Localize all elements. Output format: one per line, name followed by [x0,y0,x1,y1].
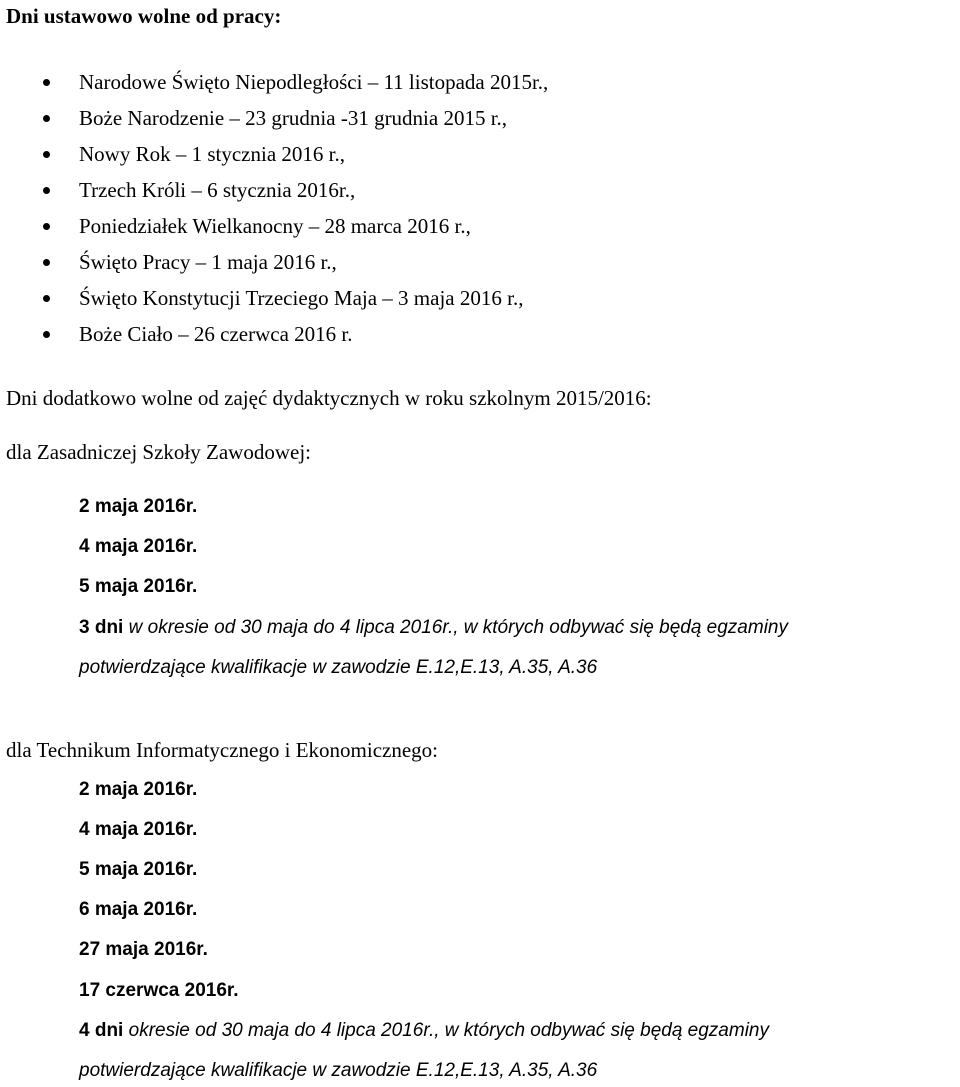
holiday-label: Nowy Rok – 1 stycznia 2016 r., [79,142,345,166]
holiday-label: Boże Ciało – 26 czerwca 2016 r. [79,322,353,346]
list-item: 4 maja 2016r. [79,536,198,557]
bullet-icon [43,79,50,86]
tech-exam-day-count: 4 dni [79,1020,124,1041]
bullet-icon [43,151,50,158]
list-item: 27 maja 2016r. [79,939,208,960]
zsz-exam-day-count: 3 dni [79,617,124,638]
holiday-label: Święto Konstytucji Trzeciego Maja – 3 maja 2016 r., [79,286,524,310]
zsz-exam-period: w okresie od 30 maja do 4 lipca 2016r. [123,617,454,638]
bullet-icon [43,259,50,266]
zsz-exam-note-line1 [79,616,788,640]
holiday-label: Poniedziałek Wielkanocny – 28 marca 2016 r., [79,214,471,238]
bullet-icon [43,331,50,338]
list-item: 5 maja 2016r. [79,859,198,880]
holiday-label: Święto Pracy – 1 maja 2016 r., [79,250,337,274]
tech-exam-note-line2: potwierdzające kwalifikacje w zawodzie E.12,E.13, A.35, A.36 [79,1060,598,1081]
section-heading-additional-days-off: Dni dodatkowo wolne od zajęć dydaktycznych w roku szkolnym 2015/2016: [6,386,652,410]
zsz-exam-description: , w których odbywać się będą egzaminy [453,617,788,638]
bullet-icon [43,295,50,302]
list-item: 5 maja 2016r. [79,576,198,597]
tech-exam-note-line1 [79,1019,769,1043]
zsz-subheading: dla Zasadniczej Szkoły Zawodowej: [6,440,311,464]
list-item: 2 maja 2016r. [79,779,198,800]
tech-subheading: dla Technikum Informatycznego i Ekonomicznego: [6,738,439,762]
list-item: 6 maja 2016r. [79,899,198,920]
holiday-label: Boże Narodzenie – 23 grudnia -31 grudnia 2015 r., [79,106,508,130]
bullet-icon [43,187,50,194]
list-item: 17 czerwca 2016r. [79,980,239,1001]
list-item: 4 maja 2016r. [79,819,198,840]
bullet-icon [43,223,50,230]
zsz-exam-note-line2: potwierdzające kwalifikacje w zawodzie E.12,E.13, A.35, A.36 [79,657,598,678]
holiday-label: Trzech Króli – 6 stycznia 2016r., [79,178,356,202]
tech-exam-period: okresie od 30 maja do 4 lipca 2016r. [123,1020,435,1041]
tech-exam-description: , w których odbywać się będą egzaminy [434,1020,769,1041]
list-item: 2 maja 2016r. [79,496,198,517]
holiday-label: Narodowe Święto Niepodległości – 11 listopada 2015r., [79,70,549,94]
section-heading-statutory-holidays: Dni ustawowo wolne od pracy: [6,4,282,28]
bullet-icon [43,115,50,122]
